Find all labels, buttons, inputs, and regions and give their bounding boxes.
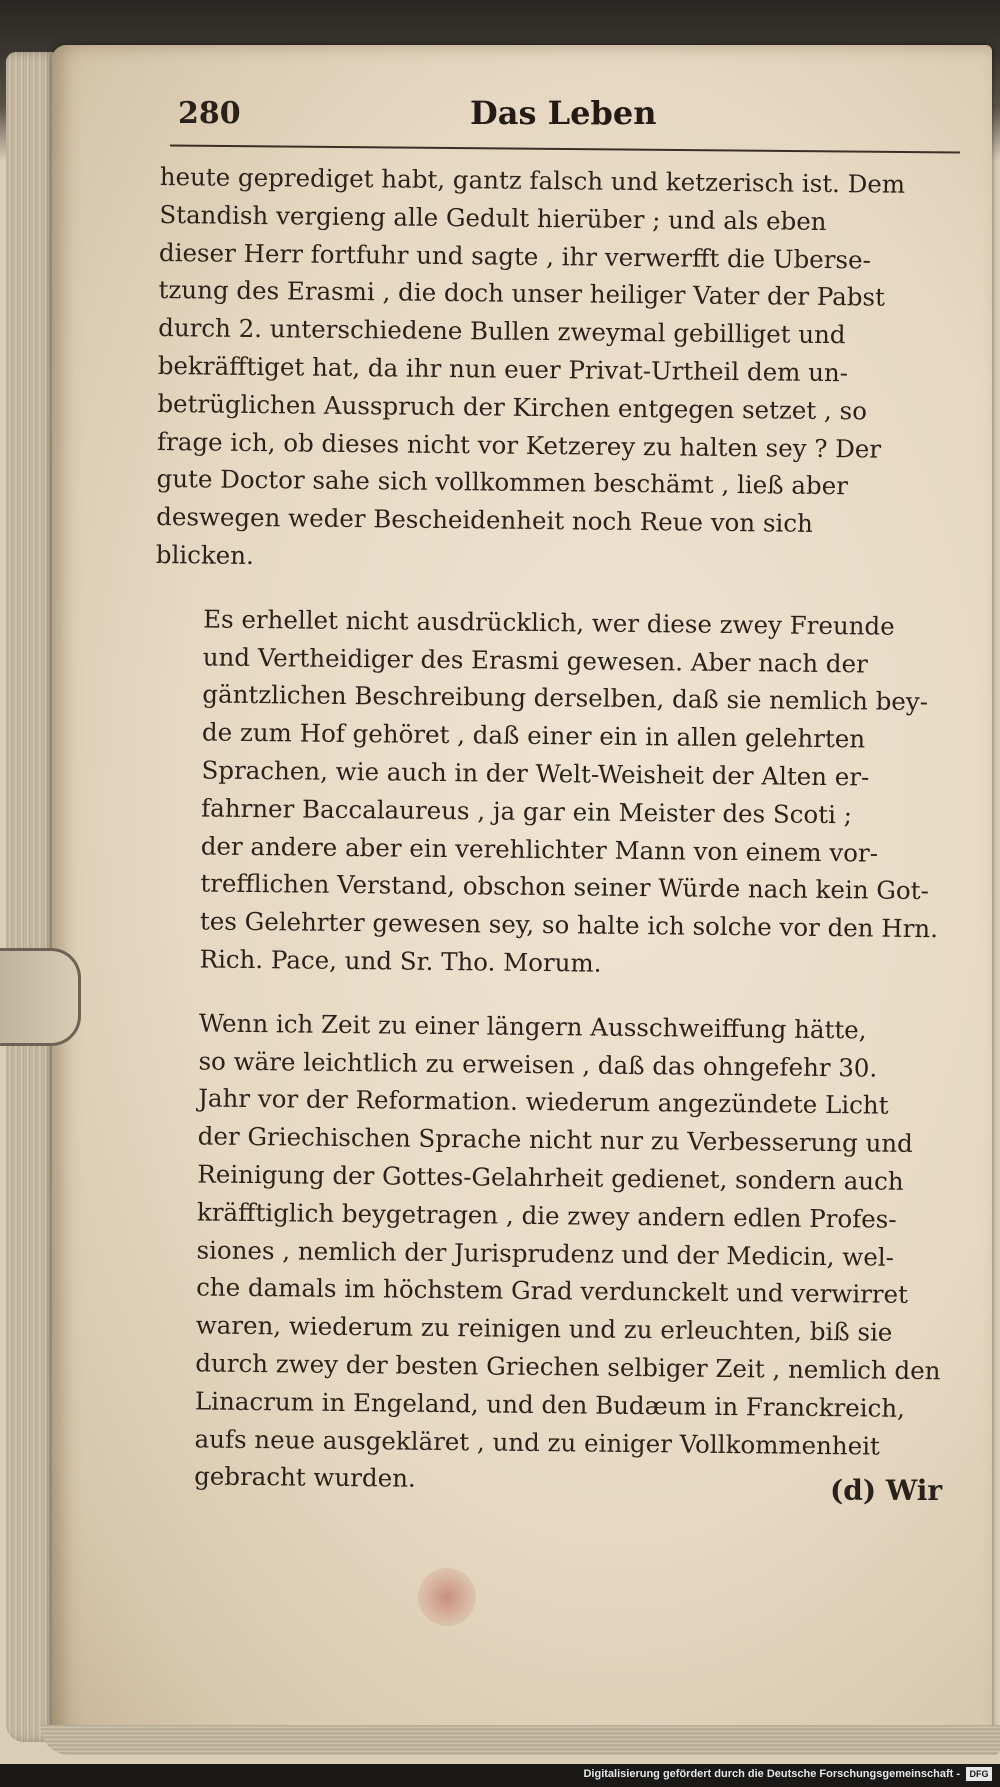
text-line: che damals im höchstem Grad verdunckelt und verwirret bbox=[196, 1272, 909, 1310]
text-line: so wäre leichtlich zu erweisen , daß das ohngefehr 30. bbox=[198, 1045, 878, 1083]
text-line: Reinigung der Gottes-Gelahrheit gedienet, sondern auch bbox=[197, 1159, 904, 1196]
paragraph-2 bbox=[151, 600, 955, 986]
text-line: blicken. bbox=[155, 539, 254, 570]
text-line: der andere aber ein verehlichter Mann von einem vor- bbox=[200, 831, 879, 868]
text-line: gute Doctor sahe sich vollkommen beschämt , ließ aber bbox=[156, 464, 849, 501]
text-line: Linacrum in Engeland, und den Budæum in Franckreich, bbox=[194, 1386, 906, 1423]
text-line: aufs neue ausgekläret , und zu einiger Vollkommenheit bbox=[194, 1423, 881, 1461]
catchword: (d) Wir bbox=[830, 1474, 943, 1507]
page-bottom-edge bbox=[40, 1725, 1000, 1755]
body-text bbox=[146, 158, 960, 1503]
text-line: Wenn ich Zeit zu einer längern Ausschweiffung hätte, bbox=[198, 1008, 867, 1045]
text-line: Rich. Pace, und Sr. Tho. Morum. bbox=[199, 944, 602, 978]
text-line: durch zwey der besten Griechen selbiger Zeit , nemlich den bbox=[195, 1348, 941, 1386]
text-line: waren, wiederum zu reinigen und zu erleuchten, biß sie bbox=[195, 1310, 893, 1347]
text-line: gebracht wurden. bbox=[194, 1461, 416, 1494]
paragraph-1 bbox=[156, 158, 960, 582]
text-line: tes Gelehrter gewesen sey, so halte ich solche vor den Hrn. bbox=[199, 906, 939, 944]
text-line: der Griechischen Sprache nicht nur zu Verbesserung und bbox=[197, 1121, 913, 1159]
text-line: frage ich, ob dieses nicht vor Ketzerey zu halten sey ? Der bbox=[156, 426, 882, 464]
text-line: gäntzlichen Beschreibung derselben, daß sie nemlich bey- bbox=[202, 679, 929, 717]
paragraph-3 bbox=[146, 1004, 951, 1504]
page-edges bbox=[6, 52, 58, 1742]
text-line: dieser Herr fortfuhr und sagte , ihr verwerfft die Uberse- bbox=[158, 237, 871, 275]
bookmark-tab bbox=[0, 948, 81, 1046]
text-line: fahrner Baccalaureus , ja gar ein Meister des Scoti ; bbox=[201, 793, 853, 830]
text-line: siones , nemlich der Jurisprudenz und der Medicin, wel- bbox=[196, 1234, 895, 1272]
text-line: durch 2. unterschiedene Bullen zweymal gebilliget und bbox=[158, 313, 846, 350]
text-line: Standish vergieng alle Gedult hierüber ; und als eben bbox=[159, 199, 827, 236]
text-line: deswegen weder Bescheidenheit noch Reue von sich bbox=[156, 502, 814, 539]
running-head: Das Leben bbox=[470, 94, 657, 132]
text-line: Jahr vor der Reformation. wiederum angezündete Licht bbox=[198, 1083, 889, 1121]
ink-stain bbox=[418, 1568, 476, 1626]
dfg-logo: DFG bbox=[966, 1767, 992, 1781]
text-line: Es erhellet nicht ausdrücklich, wer diese zwey Freunde bbox=[203, 604, 895, 641]
text-line: de zum Hof gehöret , daß einer ein in allen gelehrten bbox=[201, 717, 866, 754]
page-number: 280 bbox=[178, 96, 241, 131]
text-line: heute geprediget habt, gantz falsch und ketzerisch ist. Dem bbox=[159, 161, 906, 199]
text-line: tzung des Erasmi , die doch unser heiliger Vater der Pabst bbox=[158, 275, 886, 312]
text-line: kräfftiglich beygetragen , die zwey andern edlen Profes- bbox=[196, 1197, 897, 1234]
text-line: Sprachen, wie auch in der Welt-Weisheit der Alten er- bbox=[201, 755, 870, 792]
digitization-credit: Digitalisierung gefördert durch die Deutsche Forschungsgemeinschaft - bbox=[583, 1768, 960, 1780]
text-line: und Vertheidiger des Erasmi gewesen. Aber nach der bbox=[202, 642, 868, 679]
text-line: betrüglichen Ausspruch der Kirchen entgegen setzet , so bbox=[157, 388, 868, 426]
text-line: bekräfftiget hat, da ihr nun euer Privat-Urtheil dem un- bbox=[157, 350, 849, 388]
text-line: trefflichen Verstand, obschon seiner Würde nach kein Got- bbox=[200, 868, 929, 906]
